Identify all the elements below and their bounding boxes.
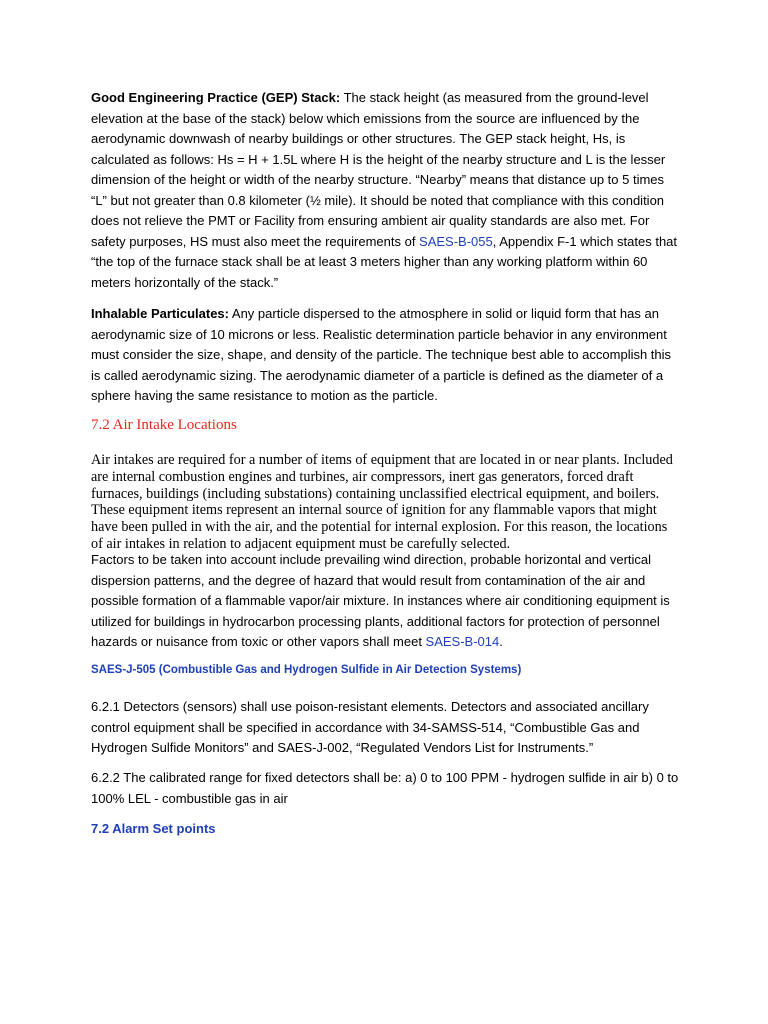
section-622-paragraph: 6.2.2 The calibrated range for fixed detectors shall be: a) 0 to 100 PPM - hydrogen sulfide in air b) 0 to 100% LEL - combustible gas in air [91,770,679,806]
gep-paragraph [91,88,679,293]
factors-body: Factors to be taken into account include prevailing wind direction, probable horizontal and vertical dispersion patterns, and the degree of hazard that would result from contamination of the air and possible formation of a flammable vapor/air mixture. In instances where air conditioning equipment is utilized for buildings in hydrocarbon processing plants, additional factors for protection of personnel hazards or nuisance from toxic or other vapors shall meet [91,552,670,649]
factors-end: . [499,634,503,649]
gep-body-1: The stack height (as measured from the ground-level elevation at the base of the stack) below which emissions from the source are influenced by the aerodynamic downwash of nearby buildings or other structures. The GEP stack height, Hs, is calculated as follows: Hs = H + 1.5L where H is the height of the nearby structure and L is the lesser dimension of the height or width of the nearby structure. “Nearby” means that distance up to 5 times “L” but not greater than 0.8 kilometer (½ mile). It should be noted that compliance with this condition does not relieve the PMT or Facility from ensuring ambient air quality standards are also met. For safety purposes, HS must also meet the requirements of [91,90,666,249]
inhalable-paragraph [91,304,679,407]
factors-paragraph [91,550,679,653]
gep-body-2: , Appendix F-1 which states that “the top of the furnace stack shall be at least 3 meters higher than any working platform within 60 meters horizontally of the stack.” [91,233,678,290]
saes-b-055-link[interactable]: SAES-B-055 [419,233,493,249]
section-621-paragraph: 6.2.1 Detectors (sensors) shall use poison-resistant elements. Detectors and associated ancillary control equipment shall be specified in accordance with 34-SAMSS-514, “Combustible Gas and Hydrogen Sulfide Monitors” and SAES-J-002, “Regulated Vendors List for Instruments.” [91,699,649,755]
air-intake-heading: 7.2 Air Intake Locations [91,417,237,433]
saes-b-014-link[interactable]: SAES-B-014 [425,634,500,649]
saes-j-505-heading[interactable]: SAES-J-505 (Combustible Gas and Hydrogen Sulfide in Air Detection Systems) [91,664,522,676]
inhalable-body: Any particle dispersed to the atmosphere in solid or liquid form that has an aerodynamic size of 10 microns or less. Realistic determination particle behavior in any environment must consider the size, shape, and density of the particle. The technique best able to accomplish this is called aerodynamic sizing. The aerodynamic diameter of a particle is defined as the diameter of a sphere having the same resistance to motion as the particle. [91,306,672,403]
inhalable-title: Inhalable Particulates: [91,306,229,321]
gep-title: Good Engineering Practice (GEP) Stack: [91,90,341,105]
air-intake-paragraph: Air intakes are required for a number of items of equipment that are located in or near plants. Included are internal combustion engines and turbines, air compressors, inert gas generators, forced draft furnaces, buildings (including substations) containing unclassified electrical equipment, and boilers. These equipment items represent an internal source of ignition for any flammable vapors that might have been pulled in with the air, and the potential for internal explosion. For this reason, the locations of air intakes in relation to adjacent equipment must be carefully selected. [91,452,673,552]
alarm-set-points-heading: 7.2 Alarm Set points [91,821,216,836]
